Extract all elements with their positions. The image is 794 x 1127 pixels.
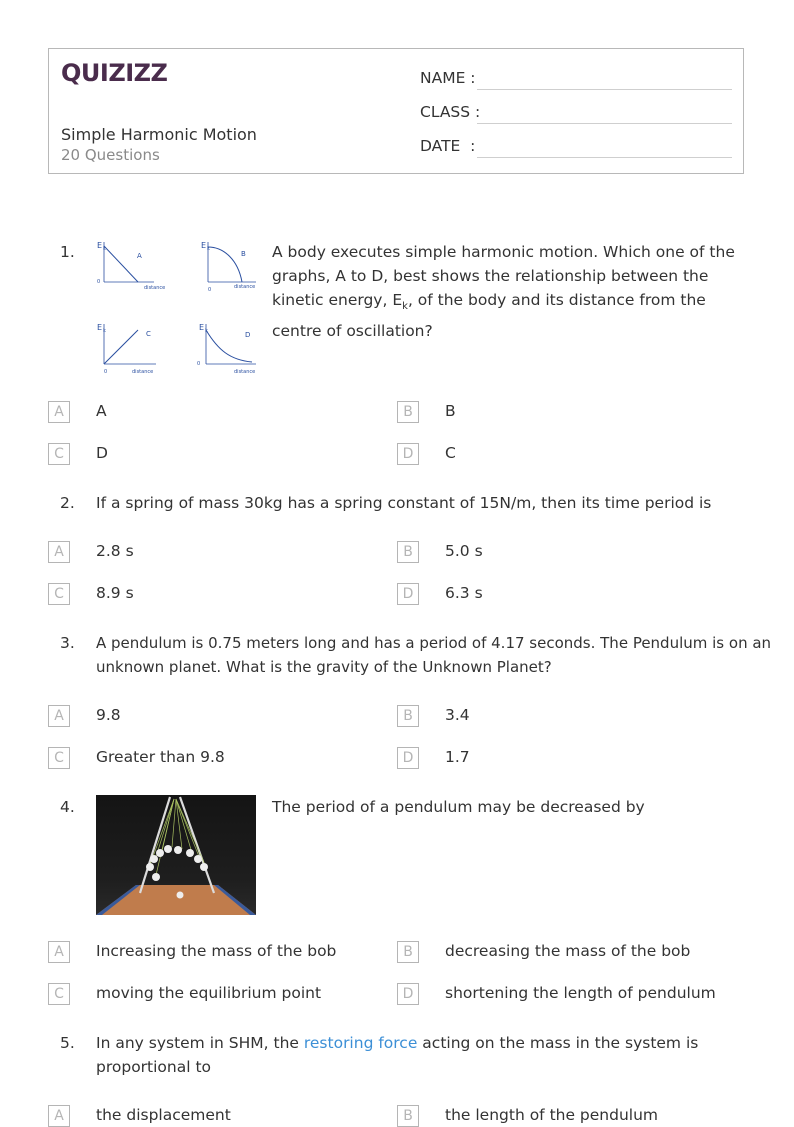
date-line[interactable] [477, 157, 732, 158]
option-d-box[interactable]: D [397, 747, 419, 769]
name-label: NAME : [420, 69, 476, 87]
option-a-box[interactable]: A [48, 941, 70, 963]
option-b-box[interactable]: B [397, 541, 419, 563]
option-c-box[interactable]: C [48, 983, 70, 1005]
graph-c-ysub: k [103, 328, 106, 334]
option-c-text[interactable]: D [96, 444, 108, 462]
question-number: 1. [60, 243, 75, 261]
graph-b-ysub: k [207, 246, 210, 252]
option-d-text[interactable]: 1.7 [445, 748, 470, 766]
graph-d-origin: 0 [197, 361, 201, 367]
graph-a-ysub: k [103, 246, 106, 252]
option-d-box[interactable]: D [397, 443, 419, 465]
option-b-text[interactable]: the length of the pendulum [445, 1106, 659, 1124]
question-number: 4. [60, 798, 75, 816]
pendulum-photo [96, 795, 256, 915]
worksheet-header [48, 48, 744, 174]
option-b-box[interactable]: B [397, 1105, 419, 1127]
class-line[interactable] [477, 123, 732, 124]
option-c-box[interactable]: C [48, 583, 70, 605]
option-a-box[interactable]: A [48, 541, 70, 563]
class-label: CLASS : [420, 103, 481, 121]
class-field[interactable] [420, 103, 480, 121]
graph-c [94, 320, 170, 376]
question-number: 2. [60, 494, 75, 512]
question-text: If a spring of mass 30kg has a spring constant of 15N/m, then its time period is [96, 494, 712, 512]
option-d-text[interactable]: shortening the length of pendulum [445, 984, 716, 1002]
graph-c-ylabel: E [97, 323, 103, 332]
graph-b-ylabel: E [201, 241, 207, 250]
graph-a-xlabel: distance [144, 285, 166, 291]
graph-d [194, 320, 270, 376]
option-a-text[interactable]: 2.8 s [96, 542, 134, 560]
option-d-box[interactable]: D [397, 583, 419, 605]
question-text: A body executes simple harmonic motion. Which one of the graphs, A to D, best shows the relationship between the kinetic energy, $E_k$, of the body and its distance from the centre of oscillation? [272, 243, 735, 341]
graph-b-xlabel: distance [234, 284, 256, 290]
graph-d-ysub: k [205, 328, 208, 334]
question-count: 20 Questions [61, 146, 160, 164]
worksheet-title: Simple Harmonic Motion [61, 125, 257, 144]
name-field[interactable] [420, 69, 476, 87]
option-a-box[interactable]: A [48, 705, 70, 727]
graph-c-letter: C [146, 330, 151, 338]
option-d-box[interactable]: D [397, 983, 419, 1005]
name-line[interactable] [477, 89, 732, 90]
option-b-text[interactable]: decreasing the mass of the bob [445, 942, 691, 960]
option-b-box[interactable]: B [397, 941, 419, 963]
option-a-text[interactable]: Increasing the mass of the bob [96, 942, 337, 960]
quizizz-logo: QUIZIZZ [61, 59, 168, 87]
restoring-force-link[interactable]: restoring force [303, 1034, 418, 1052]
question-text: A pendulum is 0.75 meters long and has a period of 4.17 seconds. The Pendulum is on an unknown planet. What is the gravity of the Unknown Planet? [96, 634, 772, 676]
option-b-text[interactable]: 5.0 s [445, 542, 483, 560]
question-number: 3. [60, 634, 75, 652]
question-number: 5. [60, 1034, 75, 1052]
graph-c-xlabel: distance [132, 369, 154, 375]
option-d-text[interactable]: 6.3 s [445, 584, 483, 602]
option-b-text[interactable]: B [445, 402, 456, 420]
graph-d-letter: D [245, 331, 251, 339]
question-text: The period of a pendulum may be decreased by [272, 798, 645, 816]
option-b-text[interactable]: 3.4 [445, 706, 470, 724]
option-a-text[interactable]: the displacement [96, 1106, 231, 1124]
option-c-box[interactable]: C [48, 747, 70, 769]
graph-b-origin: 0 [208, 287, 212, 293]
graph-a-origin: 0 [97, 279, 101, 285]
graph-a-ylabel: E [97, 241, 103, 250]
option-d-text[interactable]: C [445, 444, 456, 462]
option-a-text[interactable]: 9.8 [96, 706, 121, 724]
option-b-box[interactable]: B [397, 705, 419, 727]
graph-b-letter: B [241, 250, 246, 258]
graph-d-xlabel: distance [234, 369, 256, 375]
option-c-text[interactable]: moving the equilibrium point [96, 984, 322, 1002]
graph-b [194, 238, 270, 294]
option-a-box[interactable]: A [48, 1105, 70, 1127]
graph-d-ylabel: E [199, 323, 205, 332]
graph-a [94, 238, 170, 292]
option-a-text[interactable]: A [96, 402, 107, 420]
option-c-text[interactable]: 8.9 s [96, 584, 134, 602]
option-c-box[interactable]: C [48, 443, 70, 465]
option-b-box[interactable]: B [397, 401, 419, 423]
date-label: DATE : [420, 137, 476, 155]
option-a-box[interactable]: A [48, 401, 70, 423]
graph-c-origin: 0 [104, 369, 108, 375]
question-text: In any system in SHM, the restoring force acting on the mass in the system is proportional to [96, 1034, 699, 1076]
option-c-text[interactable]: Greater than 9.8 [96, 748, 225, 766]
date-field[interactable] [420, 137, 475, 155]
graph-a-letter: A [137, 252, 142, 260]
